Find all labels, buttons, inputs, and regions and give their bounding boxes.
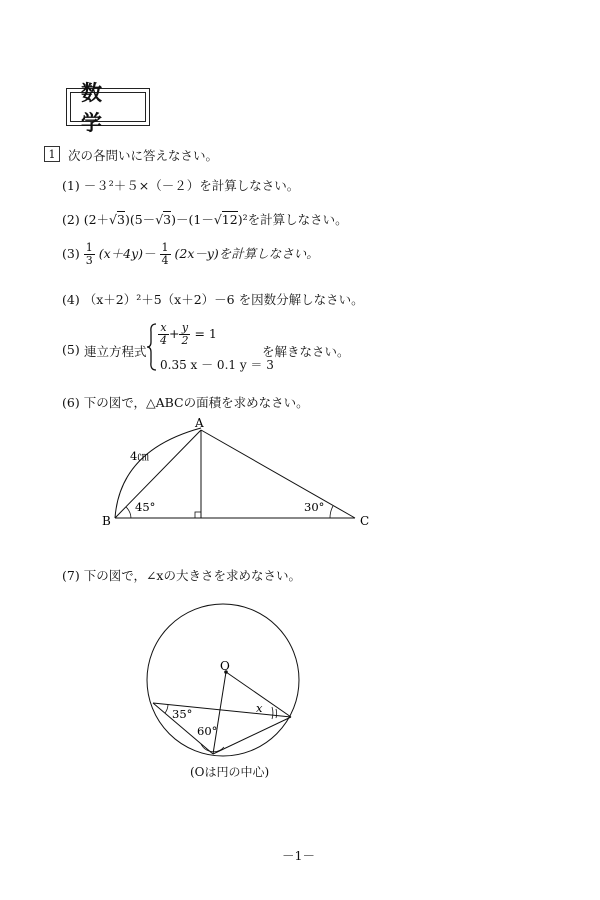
q2-part-d: )²を計算しなさい。 [237,212,348,227]
radius-2 [213,672,226,754]
numerator: y [179,322,190,335]
circle-caption: (Oは円の中心) [190,765,270,779]
vertex-a-label: A [195,416,204,430]
q6-number: (6) [62,395,80,410]
q2-number: (2) [62,212,80,227]
numerator: 1 [161,241,169,254]
angle-x-label: x [256,701,263,715]
q2-part-b: )(5－ [124,212,156,227]
page-title: 数 学 [70,92,146,122]
angle-x-arc-1 [276,709,277,718]
denominator: 4 [161,254,169,267]
q7-number: (7) [62,568,80,583]
center-label: O [220,659,230,673]
equals-one: = 1 [194,326,217,341]
q4-expression: （x＋2）²＋5（x＋2）－6 を因数分解しなさい。 [83,292,364,307]
angle-35-label: 35° [172,707,193,721]
plus-sign: + [169,326,180,341]
angle-b-label: 45° [135,500,156,514]
vertex-c-label: C [360,514,370,528]
q5-tail: を解きなさい。 [262,344,350,359]
q3-part-1: (x＋4y)－ [98,246,156,261]
denominator: 2 [181,334,189,347]
q4-number: (4) [62,292,80,307]
angle-x-arc-2 [272,707,273,719]
q2-part-a: (2＋ [83,212,110,227]
q3-part-2: (2x－y)を計算しなさい。 [174,246,319,261]
circle [147,604,299,756]
section-number: 1 [44,146,60,162]
chord-3 [213,717,291,754]
section-instruction: 次の各問いに答えなさい。 [68,148,219,163]
sqrt-symbol: √ [213,212,222,227]
q3-number: (3) [62,246,80,261]
q2-part-c: )－(1－ [171,212,214,227]
q2-radicand-2: 3 [163,212,172,227]
q5-label: 連立方程式 [84,344,147,359]
q5-number: (5) [62,342,80,357]
q6-text: 下の図で，△ABCの面積を求めなさい。 [83,395,309,410]
length-label: 4㎝ [130,449,149,463]
q2-radicand-3: 12 [221,212,238,227]
sqrt-symbol: √ [155,212,164,227]
page-number: －1－ [282,848,315,863]
denominator: 3 [85,254,93,267]
q7-text: 下の図で，∠xの大きさを求めなさい。 [83,568,301,583]
sqrt-symbol: √ [109,212,118,227]
vertex-b-label: B [102,514,111,528]
q5-equation-2: 0.35 x － 0.1 y ＝ 3 [160,358,274,372]
q2-radicand-1: 3 [117,212,125,227]
angle-35-arc [165,705,168,713]
q1-expression: －３²＋５×（－２）を計算しなさい。 [83,178,300,193]
angle-c-label: 30° [304,500,325,514]
numerator: x [158,322,169,335]
q1-number: (1) [62,178,80,193]
angle-60-label: 60° [197,724,218,738]
denominator: 4 [160,334,167,347]
numerator: 1 [85,241,93,254]
